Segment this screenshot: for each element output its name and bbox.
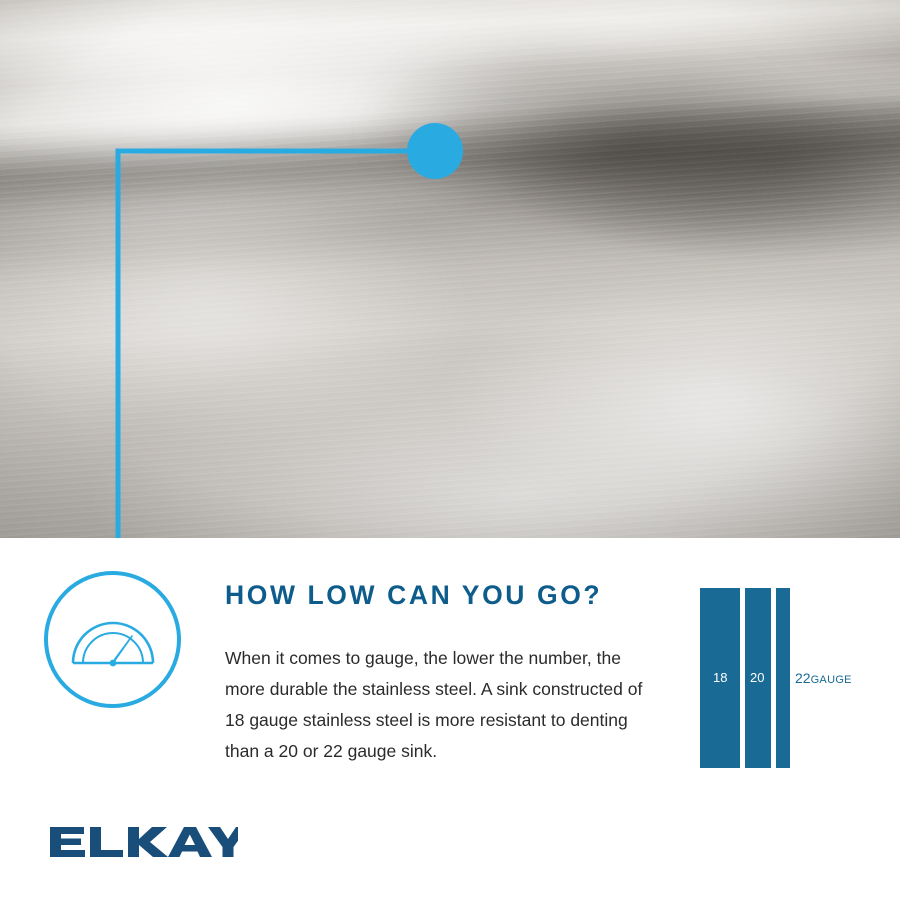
bar-label-22-number: 22 xyxy=(795,670,811,686)
body-copy xyxy=(225,643,655,767)
brand-logo xyxy=(48,825,248,865)
gauge-bar-chart xyxy=(700,588,860,768)
bar-22-gauge xyxy=(776,588,790,768)
bar-label-gauge-unit: GAUGE xyxy=(810,674,852,686)
elkay-wordmark-icon xyxy=(48,825,238,859)
bar-label-18: 18 xyxy=(713,670,728,685)
page-title: HOW LOW CAN YOU GO? xyxy=(225,580,603,610)
gauge-icon xyxy=(69,609,157,671)
registered-trademark-icon: ® xyxy=(224,847,231,857)
bar-label-22 xyxy=(795,670,852,686)
body-paragraph: When it comes to gauge, the lower the number, the more durable the stainless steel. A sink constructed of 18 gauge stainless steel is more resistant to denting than a 20 or 22 gauge sink. xyxy=(225,648,643,761)
gauge-badge xyxy=(44,571,181,708)
content-panel xyxy=(0,538,900,900)
bar-label-20: 20 xyxy=(750,670,765,685)
